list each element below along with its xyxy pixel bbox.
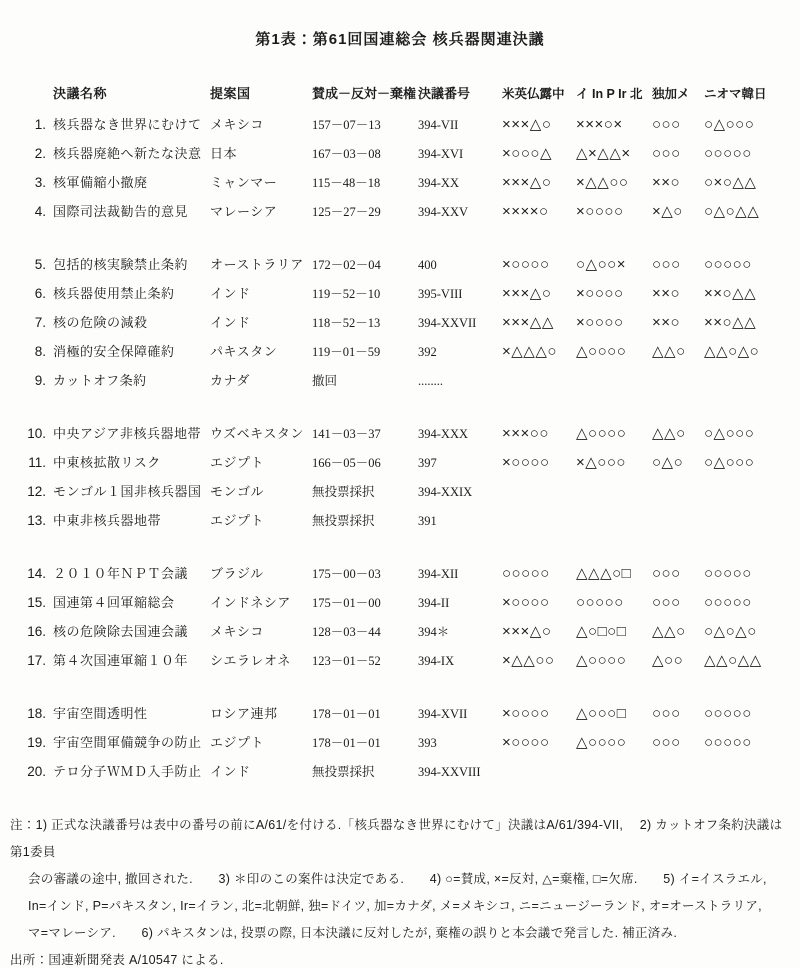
- votes-group4: ○×○△△: [704, 174, 757, 191]
- resolution-number: 392: [418, 345, 437, 359]
- votes-group2: ○○○○○: [576, 594, 624, 611]
- row-number: 12.: [27, 484, 46, 499]
- vote-tally: 166－05－06: [312, 456, 381, 470]
- votes-group1: ×××○○: [502, 425, 549, 442]
- resolution-number: 394-VII: [418, 118, 459, 132]
- votes-group2: ×××○×: [576, 116, 623, 133]
- row-number: 19.: [27, 735, 46, 750]
- votes-group1: ×○○○○: [502, 256, 550, 273]
- proposer-country: ロシア連邦: [210, 706, 278, 721]
- table-row: [8, 728, 800, 757]
- votes-group1: ○○○○○: [502, 565, 550, 582]
- votes-group4: ○△○○○: [704, 116, 755, 133]
- votes-group2: ○△○○×: [576, 256, 626, 273]
- table-row: [8, 366, 800, 395]
- resolution-name: 国連第４回軍縮総会: [53, 595, 175, 610]
- col-header-proposer: 提案国: [210, 86, 251, 101]
- votes-group1: ×△△△○: [502, 343, 557, 360]
- vote-tally: 無投票採択: [312, 485, 375, 499]
- proposer-country: ミャンマー: [210, 175, 278, 190]
- votes-group3: △△○: [652, 623, 686, 640]
- votes-group3: ××○: [652, 314, 681, 331]
- table-row: [8, 308, 800, 337]
- resolution-name: 宇宙空間軍備競争の防止: [53, 735, 202, 750]
- resolution-name: 中央アジア非核兵器地帯: [53, 426, 201, 441]
- proposer-country: エジプト: [210, 735, 265, 750]
- resolution-number: 394-XVI: [418, 147, 464, 161]
- proposer-country: インド: [210, 315, 251, 330]
- proposer-country: エジプト: [210, 513, 265, 528]
- votes-group1: ×××△○: [502, 116, 552, 133]
- votes-group3: ○△○: [652, 454, 684, 471]
- row-number: 2.: [34, 146, 46, 161]
- table-row: [8, 250, 800, 279]
- votes-group2: △○□○□: [576, 623, 627, 640]
- votes-group1: ×××△○: [502, 174, 552, 191]
- votes-group1: ×××△○: [502, 623, 552, 640]
- table-group: [8, 419, 800, 535]
- resolution-name: 第４次国連軍縮１０年: [53, 653, 189, 668]
- votes-group1: ××××○: [502, 203, 549, 220]
- resolution-name: 核の危険除去国連会議: [53, 624, 189, 639]
- vote-tally: 118－52－13: [312, 316, 381, 330]
- votes-group4: ○○○○○: [704, 256, 752, 273]
- col-header-vote: 賛成－反対－棄権: [312, 86, 417, 101]
- resolution-name: ２０１０年ＮＰＴ会議: [53, 566, 189, 581]
- votes-group4: ○○○○○: [704, 145, 752, 162]
- votes-group4: ××○△△: [704, 285, 757, 302]
- resolution-name: 核兵器なき世界にむけて: [53, 117, 202, 132]
- votes-group1: ×○○○○: [502, 734, 550, 751]
- resolution-name: 中東核拡散リスク: [53, 455, 161, 470]
- votes-group3: ×△○: [652, 203, 683, 220]
- resolution-number: 400: [418, 258, 437, 272]
- vote-tally: 無投票採択: [312, 514, 375, 528]
- table-row: [8, 197, 800, 226]
- table-header-row: [8, 79, 800, 108]
- table-row: [8, 559, 800, 588]
- votes-group2: ×○○○○: [576, 285, 624, 302]
- proposer-country: インド: [210, 764, 251, 779]
- table-row: [8, 477, 800, 506]
- table-row: [8, 617, 800, 646]
- row-number: 17.: [27, 653, 46, 668]
- resolution-number: 394-XII: [418, 567, 459, 581]
- votes-group1: ×××△△: [502, 314, 554, 331]
- proposer-country: シエラレオネ: [210, 653, 291, 668]
- row-number: 4.: [34, 204, 46, 219]
- row-number: 10.: [27, 426, 46, 441]
- vote-tally: 115－48－18: [312, 176, 381, 190]
- votes-group1: ×△△○○: [502, 652, 555, 669]
- votes-group4: ○○○○○: [704, 705, 752, 722]
- resolution-number: 394-XVII: [418, 707, 468, 721]
- source-line: 出所：国連新聞発表 A/10547 による.: [10, 953, 224, 967]
- resolution-number: 394＊: [418, 625, 450, 639]
- note-line-2: 会の審議の途中, 撤回された. 3) ＊印のこの案件は決定である. 4) ○=賛成, ×=反対, △=棄権, □=欠席. 5) イ=イスラエル,: [28, 872, 767, 886]
- table-group: [8, 110, 800, 226]
- vote-tally: 119－01－59: [312, 345, 381, 359]
- votes-group4: △△○△○: [704, 343, 760, 360]
- votes-group2: △○○○○: [576, 343, 627, 360]
- proposer-country: メキシコ: [210, 624, 264, 639]
- row-number: 20.: [27, 764, 46, 779]
- votes-group2: ×○○○○: [576, 203, 624, 220]
- votes-group1: ×××△○: [502, 285, 552, 302]
- votes-group2: △○○○○: [576, 425, 627, 442]
- table-row: [8, 337, 800, 366]
- note-line-1: 注：1) 正式な決議番号は表中の番号の前にA/61/を付ける.「核兵器なき世界にむけて」決議はA/61/394-VII, 2) カットオフ条約決議は第1委員: [10, 818, 783, 859]
- resolution-name: モンゴル１国非核兵器国: [53, 484, 202, 499]
- votes-group1: ×○○○○: [502, 594, 550, 611]
- votes-group3: ○○○: [652, 594, 681, 611]
- table-row: [8, 279, 800, 308]
- col-header-number: 決議番号: [418, 86, 471, 101]
- resolution-name: 核の危険の減殺: [53, 315, 148, 330]
- resolution-name: 核兵器使用禁止条約: [53, 286, 175, 301]
- table-row: [8, 699, 800, 728]
- row-number: 7.: [34, 315, 46, 330]
- votes-group4: ○△○○○: [704, 454, 755, 471]
- vote-tally: 167－03－08: [312, 147, 381, 161]
- col-header-group4-nz-au-my-kr-jp: ニオマ韓日: [704, 87, 767, 101]
- resolution-name: 包括的核実験禁止条約: [53, 257, 189, 272]
- vote-tally: 撤回: [312, 374, 338, 388]
- row-number: 9.: [34, 373, 46, 388]
- note-line-3: In=インド, P=パキスタン, Ir=イラン, 北=北朝鮮, 独=ドイツ, 加=カナダ, メ=メキシコ, ニ=ニュージーランド, オ=オーストラリア,: [28, 899, 762, 913]
- proposer-country: モンゴル: [210, 484, 265, 499]
- table-row: [8, 646, 800, 675]
- resolution-name: 中東非核兵器地帯: [53, 513, 162, 528]
- proposer-country: パキスタン: [210, 344, 278, 359]
- votes-group1: ×○○○○: [502, 454, 550, 471]
- votes-group3: △○○: [652, 652, 684, 669]
- resolution-number: 394-XXVIII: [418, 765, 481, 779]
- votes-group4: ○△○△○: [704, 623, 757, 640]
- votes-group4: ○○○○○: [704, 734, 752, 751]
- col-header-group1-us-uk-fr-ru-cn: 米英仏露中: [502, 87, 565, 101]
- resolution-name: 宇宙空間透明性: [53, 706, 148, 721]
- votes-group2: ×○○○○: [576, 314, 624, 331]
- proposer-country: ウズベキスタン: [210, 426, 304, 441]
- votes-group3: ○○○: [652, 145, 681, 162]
- votes-group2: ×△△○○: [576, 174, 629, 191]
- proposer-country: オーストラリア: [210, 257, 304, 272]
- votes-group1: ×○○○○: [502, 705, 550, 722]
- row-number: 18.: [27, 706, 46, 721]
- vote-tally: 128－03－44: [312, 625, 381, 639]
- vote-tally: 178－01－01: [312, 736, 381, 750]
- resolution-number: 393: [418, 736, 437, 750]
- votes-group1: ×○○○△: [502, 145, 552, 162]
- votes-group3: ○○○: [652, 734, 681, 751]
- votes-group4: ○△○△△: [704, 203, 760, 220]
- votes-group4: ○○○○○: [704, 565, 752, 582]
- row-number: 5.: [34, 257, 46, 272]
- votes-group3: ○○○: [652, 116, 681, 133]
- row-number: 1.: [34, 117, 46, 132]
- votes-group2: ×△○○○: [576, 454, 626, 471]
- resolution-number: ........: [418, 374, 443, 388]
- proposer-country: マレーシア: [210, 204, 278, 219]
- proposer-country: メキシコ: [210, 117, 264, 132]
- table-group: [8, 559, 800, 675]
- proposer-country: 日本: [210, 146, 238, 161]
- table-row: [8, 110, 800, 139]
- table-row: [8, 168, 800, 197]
- row-number: 11.: [28, 455, 46, 470]
- votes-group3: ○○○: [652, 565, 681, 582]
- votes-group3: △△○: [652, 425, 686, 442]
- resolution-name: 核兵器廃絶へ新たな決意: [53, 146, 202, 161]
- row-number: 6.: [34, 286, 46, 301]
- proposer-country: インド: [210, 286, 251, 301]
- row-number: 16.: [27, 624, 46, 639]
- row-number: 8.: [34, 344, 46, 359]
- row-number: 3.: [34, 175, 46, 190]
- resolution-number: 391: [418, 514, 437, 528]
- vote-tally: 178－01－01: [312, 707, 381, 721]
- votes-group2: △○○○○: [576, 734, 627, 751]
- vote-tally: 141－03－37: [312, 427, 381, 441]
- votes-group4: ○△○○○: [704, 425, 755, 442]
- vote-tally: 119－52－10: [312, 287, 381, 301]
- table-group: [8, 250, 800, 395]
- resolution-number: 394-IX: [418, 654, 455, 668]
- resolution-name: 国際司法裁勧告的意見: [53, 204, 189, 219]
- votes-group3: ○○○: [652, 705, 681, 722]
- votes-group2: △○○○○: [576, 652, 627, 669]
- col-header-name: 決議名称: [53, 86, 108, 101]
- footnotes: [10, 812, 790, 974]
- votes-group3: △△○: [652, 343, 686, 360]
- table-row: [8, 757, 800, 786]
- col-header-group3-de-ca-mx: 独加メ: [652, 87, 690, 101]
- resolution-number: 394-XXVII: [418, 316, 477, 330]
- votes-group3: ○○○: [652, 256, 681, 273]
- votes-group4: ××○△△: [704, 314, 757, 331]
- table-body: [8, 110, 800, 786]
- resolution-number: 394-XXV: [418, 205, 468, 219]
- table-row: [8, 588, 800, 617]
- resolution-name: テロ分子ＷＭＤ入手防止: [53, 764, 202, 779]
- note-line-4: マ=マレーシア. 6) パキスタンは, 投票の際, 日本決議に反対したが, 棄権の誤りと本会議で発言した. 補正済み.: [28, 926, 678, 940]
- resolution-number: 395-VIII: [418, 287, 463, 301]
- vote-tally: 172－02－04: [312, 258, 381, 272]
- votes-group4: △△○△△: [704, 652, 762, 669]
- proposer-country: カナダ: [210, 373, 250, 388]
- resolution-number: 394-XX: [418, 176, 459, 190]
- resolution-number: 394-XXX: [418, 427, 468, 441]
- votes-group4: ○○○○○: [704, 594, 752, 611]
- vote-tally: 157－07－13: [312, 118, 381, 132]
- table-row: [8, 506, 800, 535]
- vote-tally: 無投票採択: [312, 765, 375, 779]
- votes-group2: △○○○□: [576, 705, 627, 722]
- col-header-group2-il-in-pk-ir-nk: イ In P Ir 北: [576, 87, 643, 101]
- vote-tally: 125－27－29: [312, 205, 381, 219]
- resolution-name: 消極的安全保障確約: [53, 344, 175, 359]
- vote-tally: 175－00－03: [312, 567, 381, 581]
- votes-group3: ××○: [652, 285, 681, 302]
- table-row: [8, 139, 800, 168]
- vote-tally: 175－01－00: [312, 596, 381, 610]
- resolution-number: 394-II: [418, 596, 450, 610]
- resolution-name: カットオフ条約: [53, 373, 147, 388]
- proposer-country: インドネシア: [210, 595, 291, 610]
- votes-group2: △×△△×: [576, 145, 631, 162]
- table-row: [8, 419, 800, 448]
- votes-group3: ××○: [652, 174, 681, 191]
- table-group: [8, 699, 800, 786]
- proposer-country: ブラジル: [210, 566, 264, 581]
- page-title: 第1表：第61回国連総会 核兵器関連決議: [255, 31, 545, 48]
- table-row: [8, 448, 800, 477]
- row-number: 13.: [27, 513, 46, 528]
- row-number: 15.: [27, 595, 46, 610]
- row-number: 14.: [27, 566, 46, 581]
- proposer-country: エジプト: [210, 455, 265, 470]
- resolution-number: 394-XXIX: [418, 485, 473, 499]
- votes-group2: △△△○□: [576, 565, 632, 582]
- vote-tally: 123－01－52: [312, 654, 381, 668]
- resolution-number: 397: [418, 456, 437, 470]
- resolution-name: 核軍備縮小撤廃: [53, 175, 148, 190]
- resolutions-table: [8, 79, 800, 786]
